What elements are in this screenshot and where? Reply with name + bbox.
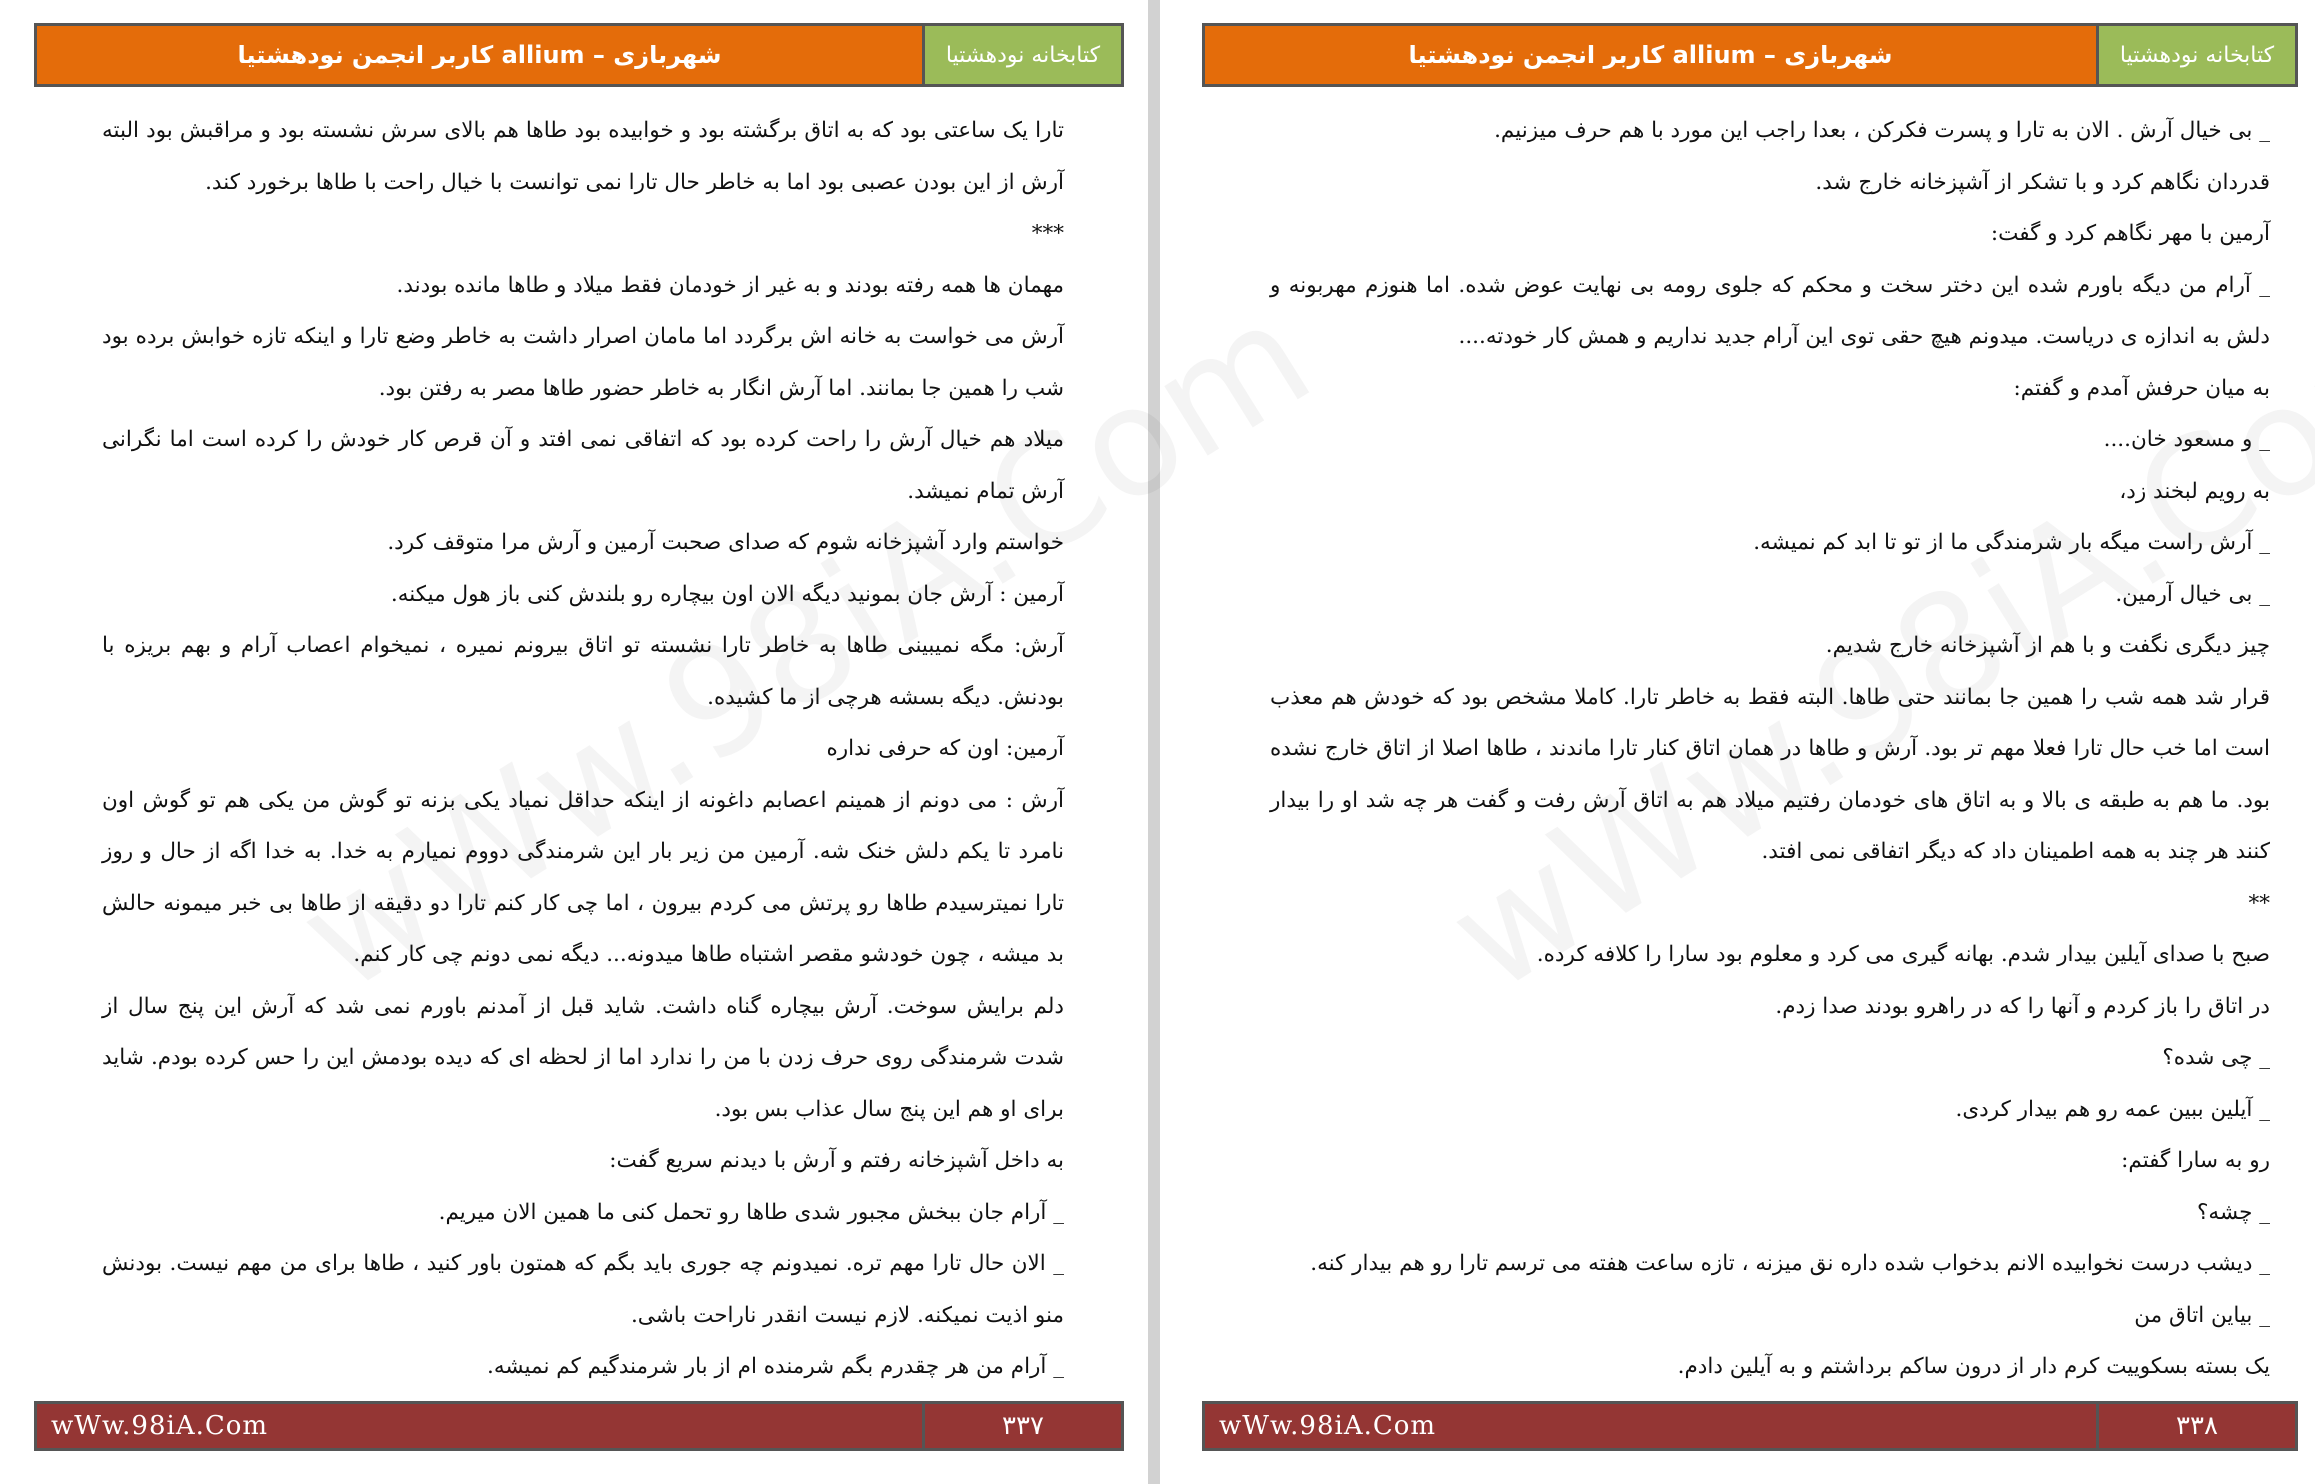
section-separator: *** [1031, 221, 1064, 246]
text-line: آرمین: اون که حرفی نداره [826, 736, 1064, 761]
text-line: _ الان حال تارا مهم تره. نمیدونم چه جوری باید بگم که همتون باور کنید ، طاها برای من مهم نیست. بودنش منو اذیت نمیکنه. لازم نیست انقدر ناراحت باشی. [102, 1251, 1064, 1328]
page-footer [1202, 1401, 2298, 1451]
text-line: تارا یک ساعتی بود که به اتاق برگشته بود و خوابیده بود طاها هم بالای سرش نشسته بود و مراقبش بود البته آرش از این بودن عصبی بود اما به خاطر حال تارا نمی توانست با خیال راحت با طاها برخورد کند. [102, 118, 1064, 195]
section-separator: ** [2248, 890, 2270, 916]
text-line: خواستم وارد آشپزخانه شوم که صدای صحبت آرمین و آرش مرا متوقف کرد. [387, 530, 1064, 555]
text-line: به میان حرفش آمدم و گفتم: [2013, 375, 2270, 401]
text-line: قدردان نگاهم کرد و با تشکر از آشپزخانه خارج شد. [1815, 169, 2270, 195]
text-line: قرار شد همه شب را همین جا بمانند حتی طاها. البته فقط به خاطر تارا. کاملا مشخص بود که خودش هم معذب است اما خب حال تارا فعلا مهم تر بود. آرش و طاها در همان اتاق کنار تارا ماندند ، طاها اصلا از اتاق خارج نشده بود. ما هم به طبقه ی بالا و به اتاق های خودمان رفتیم میلاد هم به اتاق آرش رفت و گفت هر چه شد او را بیدار کنند هر چند به همه اطمینان داد که دیگر اتفاقی نمی افتد. [1270, 684, 2270, 864]
text-line: _ بی خیال آرمین. [2115, 581, 2270, 607]
text-line: _ و مسعود خان.... [2103, 427, 2270, 452]
text-line: یک بسته بسکوییت کرم دار از درون ساکم برداشتم و به آیلین دادم. [1677, 1354, 2270, 1379]
page-body [102, 105, 1064, 1393]
page-footer [34, 1401, 1124, 1451]
left-page [0, 0, 1148, 1484]
header-library: کتابخانه نودهشتیا [925, 26, 1121, 84]
text-line: _ آرام جان ببخش مجبور شدی طاها رو تحمل کنی ما همین الان میریم. [438, 1199, 1064, 1225]
text-line: _ دیشب درست نخوابیده الانم بدخواب شده داره نق میزنه ، تازه ساعت هفته می ترسم تارا رو هم بیدار کنه. [1310, 1251, 2270, 1276]
page-gutter [1148, 0, 1160, 1484]
page-number: ۳۳۸ [2176, 1411, 2218, 1441]
page-body [1270, 105, 2270, 1393]
text-line: _ چشه؟ [2197, 1199, 2270, 1225]
text-line: _ بی خیال آرش . الان به تارا و پسرت فکرکن ، بعدا راجب این مورد با هم حرف میزنیم. [1494, 118, 2270, 143]
text-line: آرمین : آرش جان بمونید دیگه الان اون بیچاره رو بلندش کنی باز هول میکنه. [390, 581, 1064, 607]
text-line: _ آرش راست میگه بار شرمندگی ما از تو تا ابد کم نمیشه. [1753, 530, 2270, 555]
text-line: آرش می خواست به خانه اش برگردد اما مامان اصرار داشت به خاطر وضع تارا و اینکه تازه خوابش برده بود شب را همین جا بمانند. اما آرش انگار به خاطر حضور طاها مصر به رفتن بود. [102, 324, 1064, 401]
header-title: شهربازی – allium کاربر انجمن نودهشتیا [37, 26, 925, 84]
text-line: میلاد هم خیال آرش را راحت کرده بود که اتفاقی نمی افتد و آن قرص کار خودش را کرده است اما نگرانی آرش تمام نمیشد. [102, 427, 1064, 504]
header-library: کتابخانه نودهشتیا [2099, 26, 2295, 84]
page-header [1202, 23, 2298, 87]
text-line: دلم برایش سوخت. آرش بیچاره گناه داشت. شاید قبل از آمدنم باورم نمی شد که آرش این پنج سال از شدت شرمندگی روی حرف زدن با من را ندارد اما از لحظه ای که دیده بودمش این را حس کرده بودم. شاید برای او هم این پنج سال عذاب بس بود. [102, 993, 1064, 1122]
text-line: صبح با صدای آیلین بیدار شدم. بهانه گیری می کرد و معلوم بود سارا را کلافه کرده. [1536, 942, 2270, 967]
text-line: به داخل آشپزخانه رفتم و آرش با دیدنم سریع گفت: [609, 1148, 1064, 1173]
text-line: به رویم لبخند زد، [2119, 478, 2270, 504]
text-line: _ آرام من هر چقدرم بگم شرمنده ام از بار شرمندگیم کم نمیشه. [487, 1354, 1064, 1379]
footer-site: wWw.98iA.Com [37, 1404, 925, 1448]
right-page [1160, 0, 2315, 1484]
text-line: _ بیاین اتاق من [2134, 1302, 2270, 1328]
footer-site: wWw.98iA.Com [1205, 1404, 2099, 1448]
text-line: آرش: مگه نمیبینی طاها به خاطر تارا نشسته تو اتاق بیرونم نمیره ، نمیخوام اعصاب آرام و بهم بریزه با بودنش. دیگه بسشه هرچی از ما کشیده. [102, 633, 1064, 710]
header-title: شهربازی – allium کاربر انجمن نودهشتیا [1205, 26, 2099, 84]
page-number: ۳۳۷ [1002, 1411, 1044, 1441]
text-line: آرمین با مهر نگاهم کرد و گفت: [1990, 221, 2270, 246]
text-line: رو به سارا گفتم: [2121, 1148, 2270, 1173]
page-header [34, 23, 1124, 87]
text-line: _ آیلین ببین عمه رو هم بیدار کردی. [1955, 1096, 2270, 1122]
text-line: _ چی شده؟ [2162, 1045, 2270, 1070]
text-line: _ آرام من دیگه باورم شده این دختر سخت و محکم که جلوی رومه بی نهایت عوض شده. اما هنوزم مهربونه و دلش به اندازه ی دریاست. میدونم هیچ حقی توی این آرام جدید نداریم و همش کار خودته.... [1270, 272, 2270, 349]
text-line: در اتاق را باز کردم و آنها را که در راهرو بودند صدا زدم. [1775, 993, 2270, 1019]
text-line: آرش : می دونم از همینم اعصابم داغونه از اینکه حداقل نمیاد یکی بزنه تو گوش من یکی هم تو گوش اون نامرد تا یکم دلش خنک شه. آرمین من زیر بار این شرمندگی دووم نمیارم به خدا. به خدا اگه از حال و روز تارا نمیترسیدم طاها رو پرتش می کردم بیرون ، اما چی کار کنم تارا دو دقیقه از طاها بی خبر میمونه حالش بد میشه ، چون خودشو مقصر اشتباه طاها میدونه... دیگه نمی دونم چی کار کنم. [102, 787, 1064, 967]
text-line: چیز دیگری نگفت و با هم از آشپزخانه خارج شدیم. [1825, 633, 2270, 658]
text-line: مهمان ها همه رفته بودند و به غیر از خودمان فقط میلاد و طاها مانده بودند. [396, 272, 1064, 298]
